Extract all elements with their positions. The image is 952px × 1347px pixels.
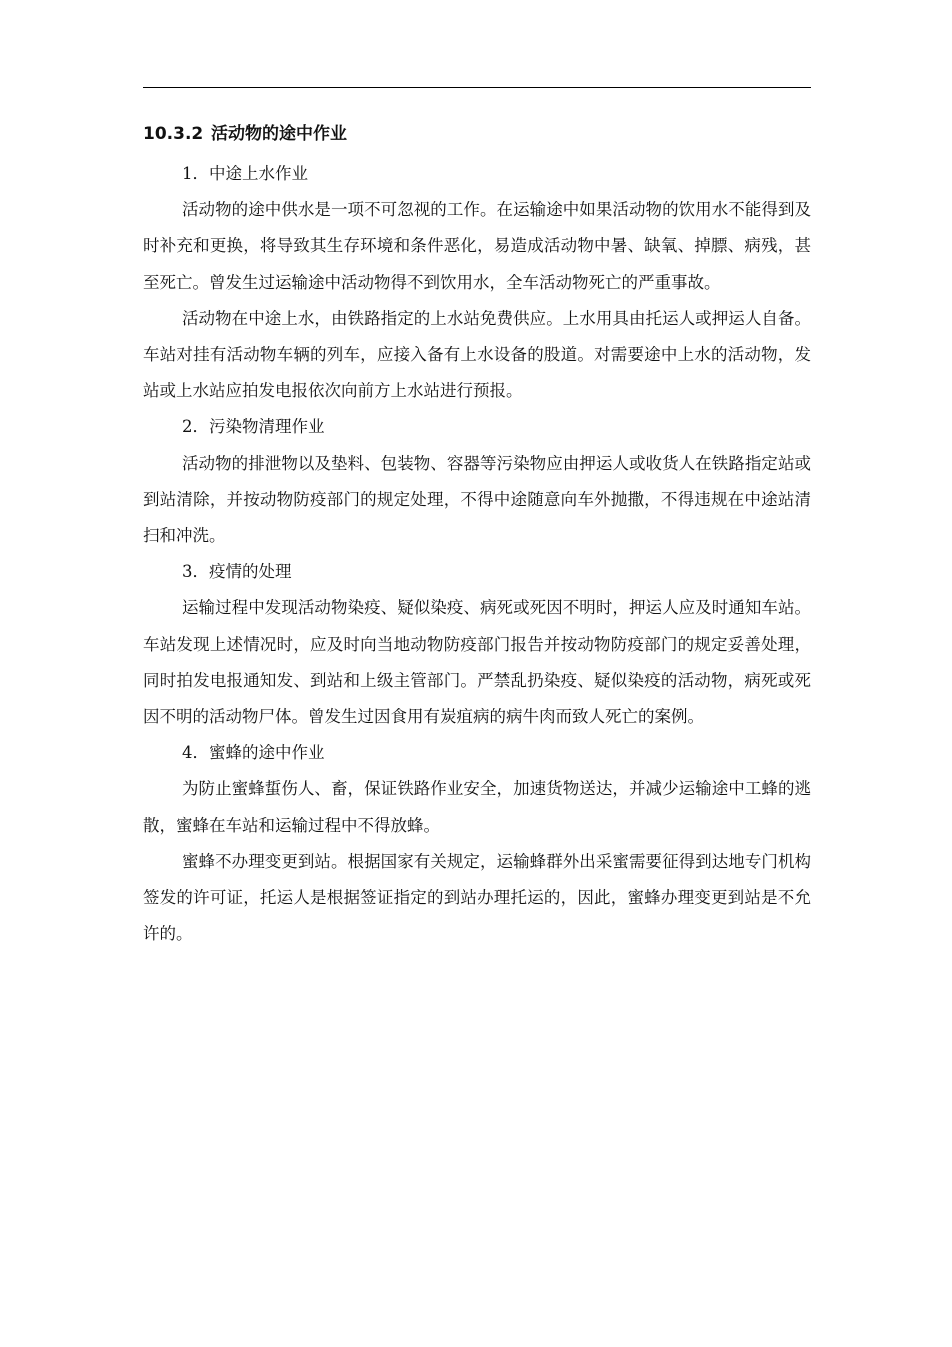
paragraph: 活动物的途中供水是一项不可忽视的工作。在运输途中如果活动物的饮用水不能得到及时补充和更换，将导致其生存环境和条件恶化，易造成活动物中暑、缺氧、掉膘、病残，甚至死亡。曾发生过运输途中活动物得不到饮用水，全车活动物死亡的严重事故。 (143, 200, 811, 292)
section-title: 活动物的途中作业 (211, 124, 347, 144)
subsection-heading: 4．蜜蜂的途中作业 (182, 743, 325, 763)
subsection-bee-transport (143, 735, 811, 952)
paragraph: 活动物在中途上水，由铁路指定的上水站免费供应。上水用具由托运人或押运人自备。车站对挂有活动物车辆的列车，应接入备有上水设备的股道。对需要途中上水的活动物，发站或上水站应拍发电报依次向前方上水站进行预报。 (143, 308, 811, 401)
paragraph: 运输过程中发现活动物染疫、疑似染疫、病死或死因不明时，押运人应及时通知车站。车站发现上述情况时，应及时向当地动物防疫部门报告并按动物防疫部门的规定妥善处理，同时拍发电报通知发、到站和上级主管部门。严禁乱扔染疫、疑似染疫的活动物，病死或死因不明的活动物尸体。曾发生过因食用有炭疽病的病牛肉而致人死亡的案例。 (143, 598, 811, 726)
subsection-pollutant-cleanup (143, 409, 811, 554)
page-content (143, 117, 811, 952)
subsection-epidemic-handling (143, 554, 811, 735)
subsection-heading: 2．污染物清理作业 (182, 417, 325, 437)
paragraph: 为防止蜜蜂蜇伤人、畜，保证铁路作业安全，加速货物送达，并减少运输途中工蜂的逃散，蜜蜂在车站和运输过程中不得放蜂。 (143, 779, 811, 835)
paragraph: 蜜蜂不办理变更到站。根据国家有关规定，运输蜂群外出采蜜需要征得到达地专门机构签发的许可证，托运人是根据签证指定的到站办理托运的，因此，蜜蜂办理变更到站是不允许的。 (143, 851, 811, 944)
section-number: 10.3.2 (143, 124, 204, 144)
subsection-water-supply (143, 156, 811, 409)
subsection-heading: 1．中途上水作业 (182, 164, 308, 183)
header-rule (143, 87, 811, 88)
section-heading (143, 117, 811, 151)
paragraph: 活动物的排泄物以及垫料、包装物、容器等污染物应由押运人或收货人在铁路指定站或到站清除，并按动物防疫部门的规定处理，不得中途随意向车外抛撒，不得违规在中途站清扫和冲洗。 (143, 453, 811, 545)
subsection-heading: 3．疫情的处理 (182, 562, 292, 582)
